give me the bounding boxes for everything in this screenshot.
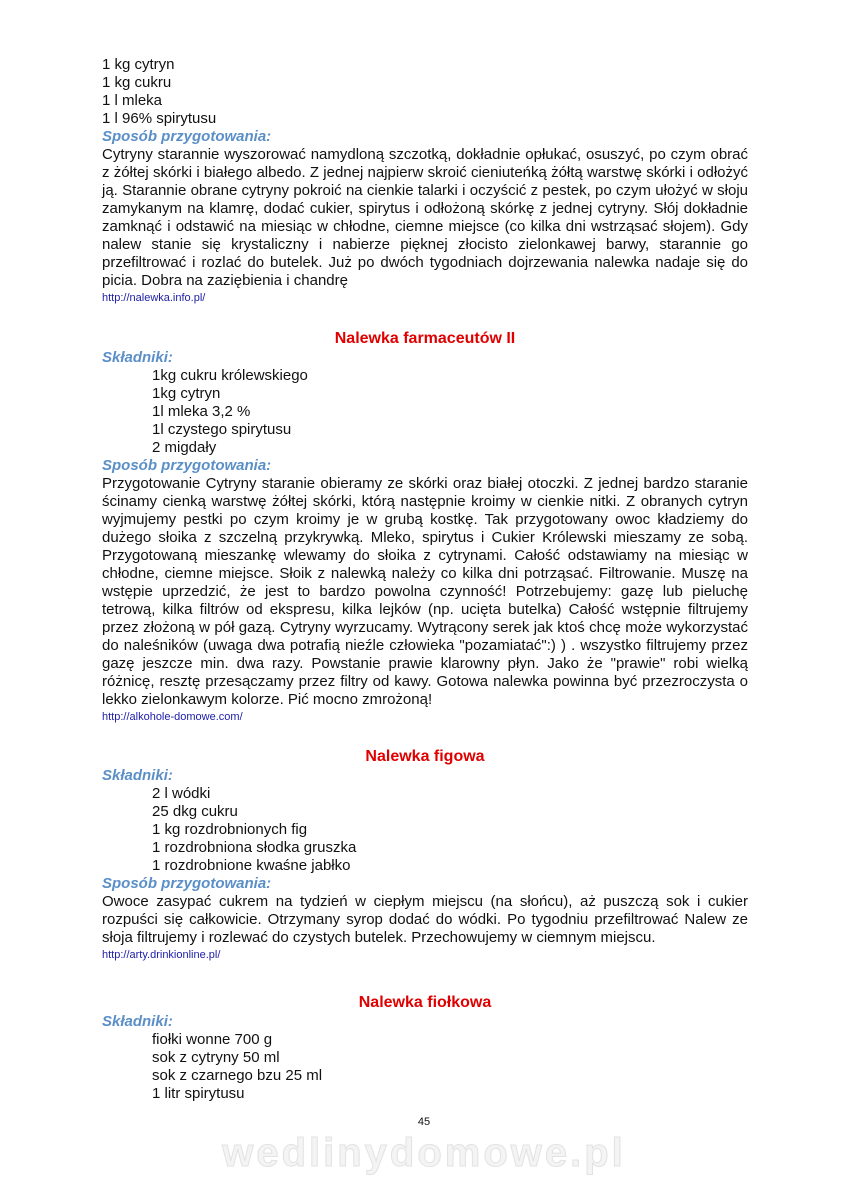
ingredient: 1 rozdrobnione kwaśne jabłko [152,857,351,874]
source-link[interactable]: http://nalewka.info.pl/ [102,292,206,304]
ingredient: 1l czystego spirytusu [152,421,292,438]
recipe-3 [102,747,748,963]
recipe-4 [102,993,748,1103]
method-label: Sposób przygotowania: [102,875,272,892]
method-label: Sposób przygotowania: [102,128,272,145]
ingredients-label: Składniki: [102,1013,173,1030]
ingredient: fiołki wonne 700 g [152,1031,273,1048]
source-link[interactable]: http://arty.drinkionline.pl/ [102,949,221,961]
watermark: wedlinydomowe.pl [222,1131,626,1175]
recipe-title: Nalewka farmaceutów II [334,330,516,347]
ingredient: 1kg cytryn [152,385,221,402]
ingredient: 1kg cukru królewskiego [152,367,308,384]
ingredient: 1 kg rozdrobnionych fig [152,821,308,838]
ingredient: 1 litr spirytusu [152,1085,245,1102]
method-text: Cytryny starannie wyszorować namydloną szczotką, dokładnie opłukać, osuszyć, po czym obrać z żółtej skórki i białego albedo. Z jednej najpierw skroić cieniuteńką żółtą warstwę skórki i odłożyć ją. Starannie obrane cytryny pokroić na cienkie talarki i oczyścić z pestek, po czym ułożyć w słoju zamykanym na klamrę, dodać cukier, spirytus i odłożoną skórkę z jednej cytryny. Słój dokładnie zamknąć i odstawić na miesiąc w chłodne, ciemne miejsce (co kilka dni wstrząsać słojem). Gdy nalew stanie się krystaliczny i nabierze pięknej złocisto zielonkawej barwy, starannie go przefiltrować i rozlać do butelek. Już po dwóch tygodniach dojrzewania nalewka nadaje się do picia. Dobra na zaziębienia i chandrę [102,146,748,289]
recipe-1-continued [102,56,748,306]
method-text: Owoce zasypać cukrem na tydzień w ciepłym miejscu (na słońcu), aż puszczą sok i cukier rozpuści się całkowicie. Otrzymany syrop dodać do wódki. Po tygodniu przefiltrować Nalew ze słoja filtrujemy i rozlewać do czystych butelek. Przechowujemy w ciemnym miejscu. [102,893,748,946]
ingredient: sok z cytryny 50 ml [152,1049,280,1066]
ingredient: 1 kg cukru [102,74,172,91]
ingredient: 1 l 96% spirytusu [102,110,217,127]
ingredients-label: Składniki: [102,767,173,784]
ingredient: 1 l mleka [102,92,163,109]
ingredient: 25 dkg cukru [152,803,238,820]
recipe-title: Nalewka figowa [365,748,485,765]
ingredient: 2 l wódki [152,785,211,802]
ingredient: 1 kg cytryn [102,56,175,73]
method-label: Sposób przygotowania: [102,457,272,474]
method-text: Przygotowanie Cytryny staranie obieramy ze skórki oraz białej otoczki. Z jednej bardzo staranie ścinamy cienką warstwę żółtej skórki, którą następnie kroimy w cienkie nitki. Z obranych cytryn wyjmujemy pestki po czym kroimy je w grubą kostkę. Tak przygotowany owoc kładziemy do dużego słoika z szczelną przykrywką. Mleko, spirytus i Cukier Królewski mieszamy ze sobą. Przygotowaną mieszankę wlewamy do słoika z cytrynami. Całość odstawiamy na miesiąc w chłodne, ciemne miejsce. Słoik z nalewką należy co kilka dni potrząsać. Filtrowanie. Muszę na wstępie uprzedzić, że jest to bardzo powolna czynność! Potrzebujemy: gazę lub pieluchę tetrową, kilka filtrów od ekspresu, kilka lejków (np. ucięta butelka) Całość wstępnie filtrujemy przez złożoną w pół gazą. Cytryny wyrzucamy. Wytrącony serek jak ktoś chcę może wykorzystać do naleśników (uwaga dwa potrafią nieźle człowieka "pozamiatać":) ) . wszystko filtrujemy przez gazę jeszcze min. dwa razy. Powstanie prawie klarowny płyn. Jako że "prawie" robi wielką różnicę, resztę przesączamy przez filtry od kawy. Gotowa nalewka powinna być przezroczysta o lekko zielonkawym kolorze. Pić mocno zmrożoną! [102,475,748,708]
source-link[interactable]: http://alkohole-domowe.com/ [102,711,243,723]
recipe-title: Nalewka fiołkowa [358,994,492,1011]
ingredient: 1 rozdrobniona słodka gruszka [152,839,357,856]
ingredient: sok z czarnego bzu 25 ml [152,1067,323,1084]
ingredient: 2 migdały [152,439,217,456]
page-number: 45 [417,1116,431,1128]
ingredient: 1l mleka 3,2 % [152,403,251,420]
ingredients-label: Składniki: [102,349,173,366]
recipe-2 [102,329,748,725]
